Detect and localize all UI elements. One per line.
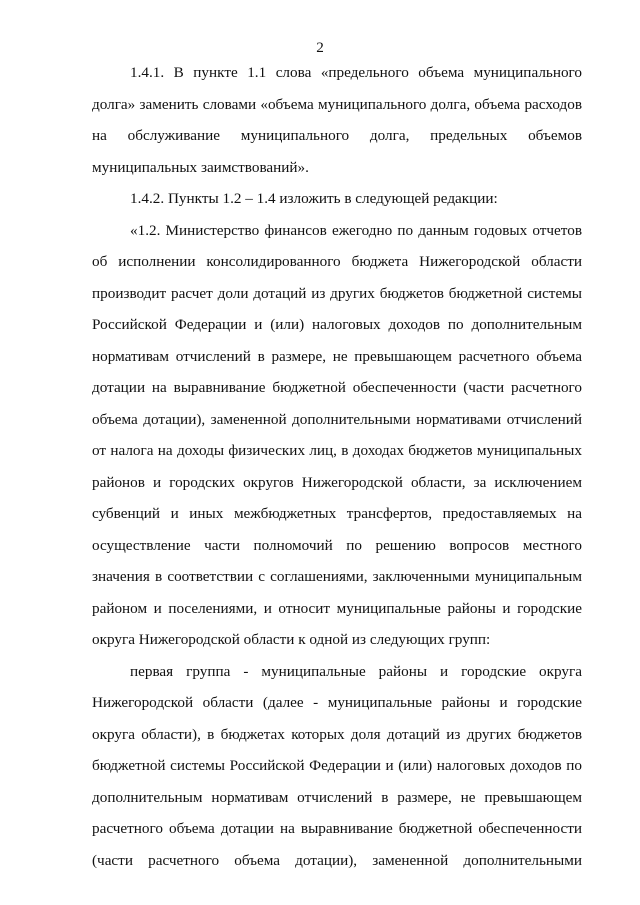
text-line: бюджетной системы Российской Федерации и (или) налоговых доходов по	[92, 757, 582, 774]
text-line: значения в соответствии с соглашениями, заключенными муниципальным	[92, 568, 582, 585]
text-line: Российской Федерации и (или) налоговых доходов по дополнительным	[92, 316, 582, 333]
text-line: производит расчет доли дотаций из других бюджетов бюджетной системы	[92, 285, 582, 302]
text-line: округа области), в бюджетах которых доля дотаций из других бюджетов	[92, 726, 582, 743]
text-line: муниципальных заимствований».	[92, 159, 309, 176]
text-line: долга» заменить словами «объема муниципального долга, объема расходов	[92, 96, 582, 113]
text-line: дополнительным нормативам отчислений в размере, не превышающем	[92, 789, 582, 806]
text-line: субвенций и иных межбюджетных трансфертов, предоставляемых на	[92, 505, 582, 522]
text-line: об исполнении консолидированного бюджета Нижегородской области	[92, 253, 582, 270]
text-line: первая группа - муниципальные районы и городские округа	[130, 663, 582, 680]
text-line: «1.2. Министерство финансов ежегодно по данным годовых отчетов	[130, 222, 582, 239]
text-line: на обслуживание муниципального долга, предельных объемов	[92, 127, 582, 144]
text-line: районов и городских округов Нижегородской области, за исключением	[92, 474, 582, 491]
text-line: 1.4.1. В пункте 1.1 слова «предельного объема муниципального	[130, 64, 582, 81]
text-line: осуществление части полномочий по решению вопросов местного	[92, 537, 582, 554]
text-line: районом и поселениями, и относит муниципальные районы и городские	[92, 600, 582, 617]
text-line: объема дотации), замененной дополнительными нормативами отчислений	[92, 411, 582, 428]
text-line: расчетного объема дотации на выравнивание бюджетной обеспеченности	[92, 820, 582, 837]
text-line: округа Нижегородской области к одной из следующих групп:	[92, 631, 491, 648]
text-line: (части расчетного объема дотации), замененной дополнительными	[92, 852, 582, 869]
text-line: от налога на доходы физических лиц, в доходах бюджетов муниципальных	[92, 442, 582, 459]
text-line: 1.4.2. Пункты 1.2 – 1.4 изложить в следующей редакции:	[130, 190, 498, 207]
text-line: нормативам отчислений в размере, не превышающем расчетного объема	[92, 348, 582, 365]
text-line: Нижегородской области (далее - муниципальные районы и городские	[92, 694, 582, 711]
page-number: 2	[316, 39, 324, 56]
text-line: дотации на выравнивание бюджетной обеспеченности (части расчетного	[92, 379, 582, 396]
